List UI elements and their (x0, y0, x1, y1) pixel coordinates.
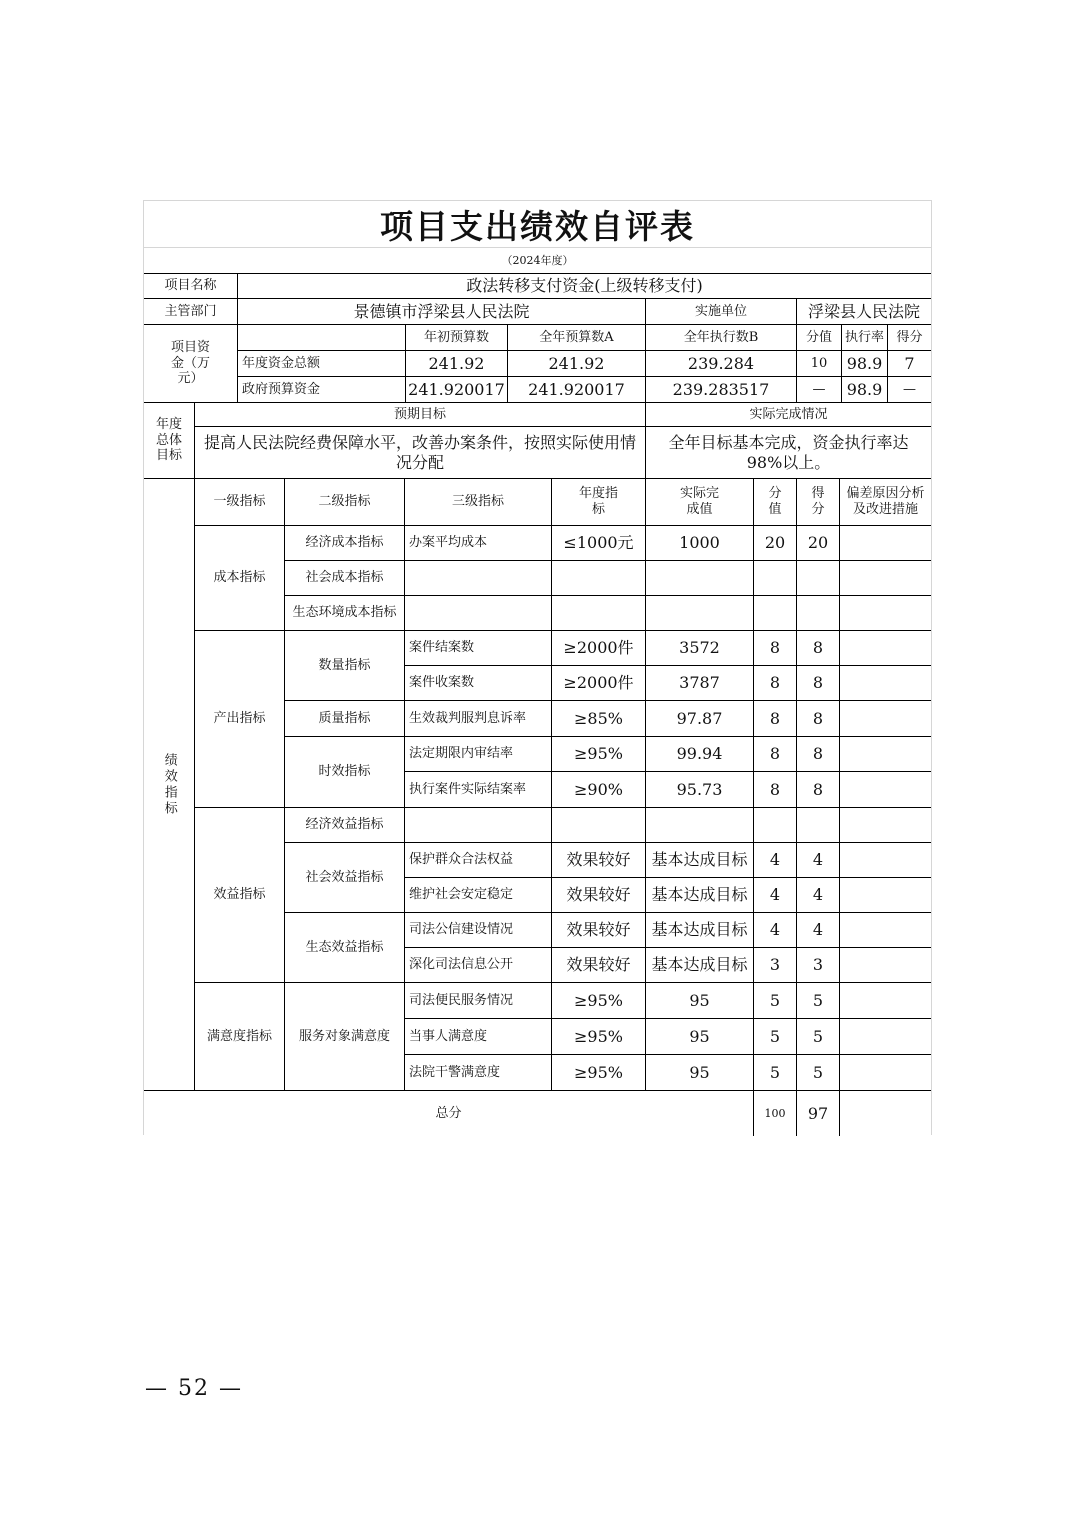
l2-economic-benefit: 经济效益指标 (285, 808, 405, 843)
actual-cell: 基本达成目标 (646, 948, 754, 983)
l3-cell: 深化司法信息公开 (405, 948, 552, 983)
project-name-value: 政法转移支付资金(上级转移支付) (238, 274, 931, 299)
funds-label: 项目资金（万元） (144, 325, 238, 403)
score-cell: 8 (797, 737, 840, 772)
value-cell: 5 (754, 983, 797, 1019)
deviation-cell (840, 701, 931, 737)
l3-cell: 生效裁判服判息诉率 (405, 701, 552, 737)
value-cell: 3 (754, 948, 797, 983)
value-cell (754, 808, 797, 843)
goals-actual-text: 全年目标基本完成，资金执行率达98%以上。 (646, 427, 931, 479)
l2-quantity: 数量指标 (285, 631, 405, 701)
l3-cell: 执行案件实际结案率 (405, 772, 552, 808)
funds-row-gov-executed: 239.283517 (646, 377, 797, 403)
funds-header-initial: 年初预算数 (406, 325, 508, 351)
actual-cell: 97.87 (646, 701, 754, 737)
target-cell: ≥2000件 (552, 666, 646, 701)
score-cell (797, 596, 840, 631)
goals-expected-header: 预期目标 (195, 403, 646, 427)
l3-cell: 保护群众合法权益 (405, 843, 552, 878)
target-cell: ≥2000件 (552, 631, 646, 666)
l3-cell: 司法公信建设情况 (405, 913, 552, 948)
value-cell: 8 (754, 666, 797, 701)
funds-row-gov-rate: 98.9 (842, 377, 888, 403)
score-cell: 4 (797, 878, 840, 913)
value-cell: 8 (754, 701, 797, 737)
funds-header-score: 得分 (888, 325, 931, 351)
value-cell (754, 561, 797, 596)
score-cell: 8 (797, 701, 840, 737)
l2-economic-cost: 经济成本指标 (285, 526, 405, 561)
target-cell: 效果较好 (552, 948, 646, 983)
actual-cell: 基本达成目标 (646, 878, 754, 913)
deviation-cell (840, 596, 931, 631)
ind-header-l1: 一级指标 (195, 479, 285, 526)
target-cell: ≥90% (552, 772, 646, 808)
funds-row-gov-label: 政府预算资金 (238, 377, 406, 403)
funds-header-rate: 执行率 (842, 325, 888, 351)
l3-cell: 案件收案数 (405, 666, 552, 701)
funds-row-total-label: 年度资金总额 (238, 351, 406, 377)
project-name-label: 项目名称 (144, 274, 238, 299)
value-cell (754, 596, 797, 631)
actual-cell: 95 (646, 983, 754, 1019)
score-cell (797, 808, 840, 843)
ind-header-score: 得分 (797, 479, 840, 526)
actual-cell (646, 808, 754, 843)
l3-cell (405, 561, 552, 596)
funds-row-total-rate: 98.9 (842, 351, 888, 377)
l1-satisfaction: 满意度指标 (195, 983, 285, 1091)
score-cell: 8 (797, 631, 840, 666)
l3-cell: 办案平均成本 (405, 526, 552, 561)
deviation-cell (840, 808, 931, 843)
l3-cell: 法定期限内审结率 (405, 737, 552, 772)
l3-cell (405, 596, 552, 631)
funds-row-total-annual: 241.92 (508, 351, 646, 377)
target-cell: ≥95% (552, 1019, 646, 1055)
l3-cell (405, 808, 552, 843)
target-cell: ≤1000元 (552, 526, 646, 561)
actual-cell: 基本达成目标 (646, 913, 754, 948)
target-cell: 效果较好 (552, 843, 646, 878)
l1-cost: 成本指标 (195, 526, 285, 631)
l2-service-satisfaction: 服务对象满意度 (285, 983, 405, 1091)
deviation-cell (840, 1019, 931, 1055)
actual-cell (646, 596, 754, 631)
l1-benefit: 效益指标 (195, 808, 285, 983)
ind-header-l3: 三级指标 (405, 479, 552, 526)
score-cell: 3 (797, 948, 840, 983)
total-label: 总分 (144, 1091, 754, 1136)
target-cell: 效果较好 (552, 878, 646, 913)
value-cell: 5 (754, 1055, 797, 1091)
value-cell: 8 (754, 737, 797, 772)
score-cell (797, 561, 840, 596)
score-cell: 8 (797, 772, 840, 808)
dept-label: 主管部门 (144, 299, 238, 325)
funds-row-gov-annual: 241.920017 (508, 377, 646, 403)
impl-value: 浮梁县人民法院 (797, 299, 931, 325)
l2-eco-cost: 生态环境成本指标 (285, 596, 405, 631)
deviation-cell (840, 737, 931, 772)
l2-quality: 质量指标 (285, 701, 405, 737)
funds-row-total-score: 7 (888, 351, 931, 377)
funds-header-annual: 全年预算数A (508, 325, 646, 351)
funds-row-total-initial: 241.92 (406, 351, 508, 377)
l3-cell: 司法便民服务情况 (405, 983, 552, 1019)
actual-cell (646, 561, 754, 596)
target-cell: ≥85% (552, 701, 646, 737)
dept-value: 景德镇市浮梁县人民法院 (238, 299, 646, 325)
funds-row-total-executed: 239.284 (646, 351, 797, 377)
score-cell: 4 (797, 913, 840, 948)
l3-cell: 法院干警满意度 (405, 1055, 552, 1091)
target-cell: 效果较好 (552, 913, 646, 948)
self-evaluation-sheet (143, 200, 932, 1135)
deviation-cell (840, 526, 931, 561)
funds-header-blank (238, 325, 406, 351)
deviation-cell (840, 561, 931, 596)
l2-social-cost: 社会成本指标 (285, 561, 405, 596)
evaluation-table (144, 273, 931, 1135)
value-cell: 8 (754, 631, 797, 666)
target-cell (552, 808, 646, 843)
actual-cell: 95 (646, 1055, 754, 1091)
actual-cell: 基本达成目标 (646, 843, 754, 878)
target-cell: ≥95% (552, 1055, 646, 1091)
value-cell: 4 (754, 913, 797, 948)
target-cell: ≥95% (552, 983, 646, 1019)
l3-cell: 维护社会安定稳定 (405, 878, 552, 913)
score-cell: 20 (797, 526, 840, 561)
actual-cell: 99.94 (646, 737, 754, 772)
l3-cell: 当事人满意度 (405, 1019, 552, 1055)
deviation-cell (840, 772, 931, 808)
value-cell: 4 (754, 878, 797, 913)
deviation-cell (840, 1055, 931, 1091)
deviation-cell (840, 631, 931, 666)
funds-row-gov-score: — (888, 377, 931, 403)
ind-header-value: 分值 (754, 479, 797, 526)
impl-label: 实施单位 (646, 299, 797, 325)
deviation-cell (840, 983, 931, 1019)
l3-cell: 案件结案数 (405, 631, 552, 666)
actual-cell: 95.73 (646, 772, 754, 808)
deviation-cell (840, 843, 931, 878)
value-cell: 20 (754, 526, 797, 561)
goals-actual-header: 实际完成情况 (646, 403, 931, 427)
actual-cell: 3572 (646, 631, 754, 666)
total-deviation (840, 1091, 931, 1136)
score-cell: 5 (797, 983, 840, 1019)
l2-timeliness: 时效指标 (285, 737, 405, 808)
ind-header-deviation: 偏差原因分析及改进措施 (840, 479, 931, 526)
goals-expected-text: 提高人民法院经费保障水平，改善办案条件，按照实际使用情况分配 (195, 427, 646, 479)
deviation-cell (840, 878, 931, 913)
target-cell: ≥95% (552, 737, 646, 772)
funds-row-gov-score-value: — (797, 377, 842, 403)
value-cell: 5 (754, 1019, 797, 1055)
deviation-cell (840, 948, 931, 983)
score-cell: 4 (797, 843, 840, 878)
goals-label: 年度总体目标 (144, 403, 195, 479)
value-cell: 4 (754, 843, 797, 878)
funds-row-total-score-value: 10 (797, 351, 842, 377)
funds-row-gov-initial: 241.920017 (406, 377, 508, 403)
ind-header-target: 年度指标 (552, 479, 646, 526)
page-number: — 52 — (145, 1376, 243, 1401)
ind-header-l2: 二级指标 (285, 479, 405, 526)
report-year: （2024年度） (501, 254, 574, 267)
total-score: 97 (797, 1091, 840, 1136)
funds-header-executed: 全年执行数B (646, 325, 797, 351)
l2-eco-benefit: 生态效益指标 (285, 913, 405, 983)
value-cell: 8 (754, 772, 797, 808)
score-cell: 5 (797, 1019, 840, 1055)
page-title: 项目支出绩效自评表 (144, 200, 931, 248)
actual-cell: 1000 (646, 526, 754, 561)
indicators-side-label: 绩效指标 (144, 479, 195, 1091)
actual-cell: 95 (646, 1019, 754, 1055)
funds-header-score-value: 分值 (797, 325, 842, 351)
score-cell: 8 (797, 666, 840, 701)
l1-output: 产出指标 (195, 631, 285, 808)
total-value: 100 (754, 1091, 797, 1136)
deviation-cell (840, 913, 931, 948)
deviation-cell (840, 666, 931, 701)
l2-social-benefit: 社会效益指标 (285, 843, 405, 913)
score-cell: 5 (797, 1055, 840, 1091)
target-cell (552, 561, 646, 596)
ind-header-actual: 实际完成值 (646, 479, 754, 526)
target-cell (552, 596, 646, 631)
actual-cell: 3787 (646, 666, 754, 701)
